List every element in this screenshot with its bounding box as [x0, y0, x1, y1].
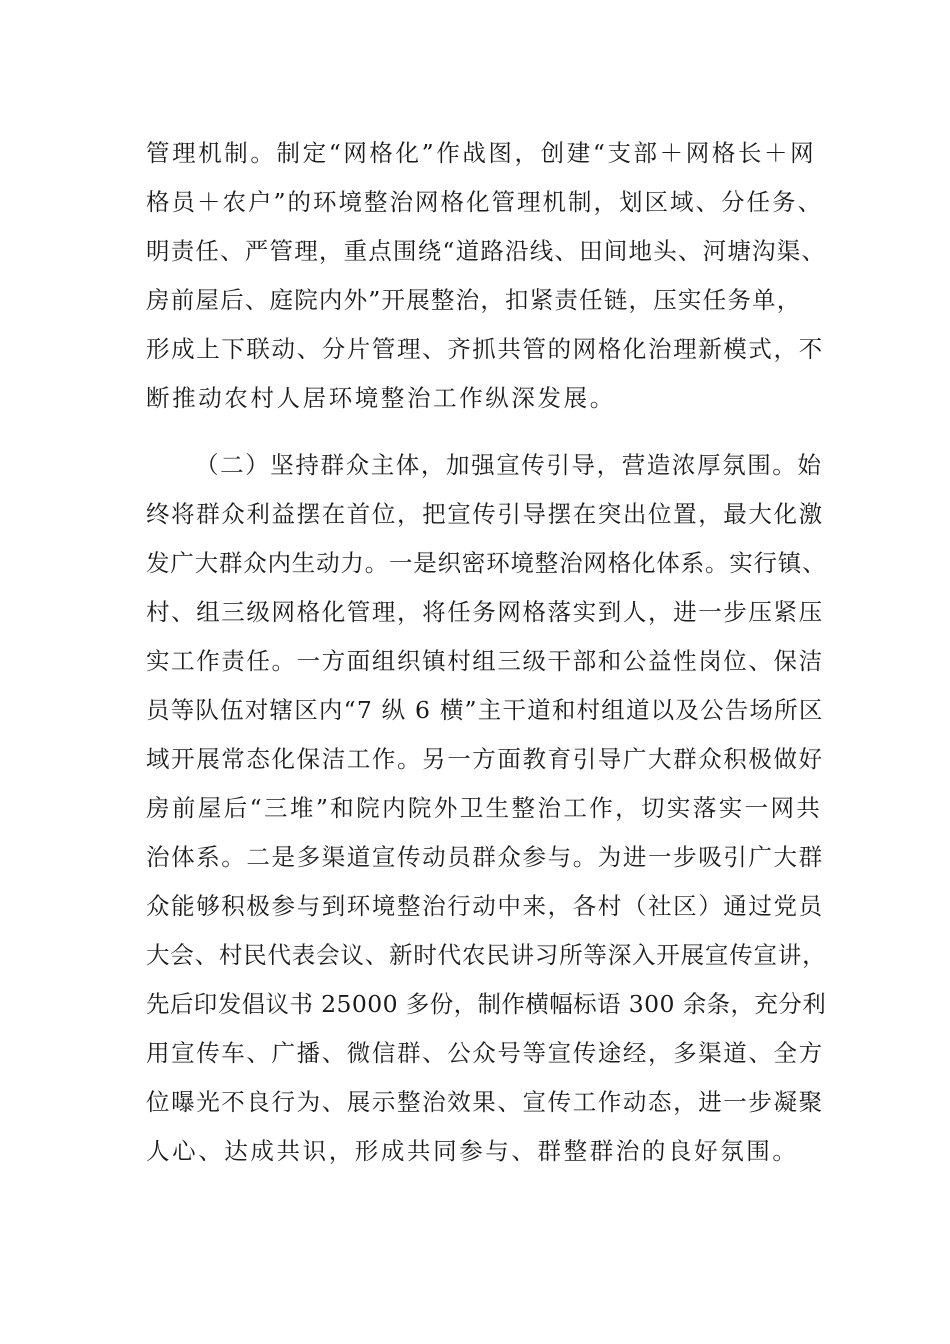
text-line: 域开展常态化保洁工作。另一方面教育引导广大群众积极做好	[146, 745, 824, 773]
text-line: 村、组三级网格化管理，将任务网格落实到人，进一步压紧压	[146, 598, 824, 626]
section-heading-line: （二）坚持群众主体，加强宣传引导，营造浓厚氛围。始	[195, 451, 823, 479]
text-line: 格员＋农户”的环境整治网格化管理机制，划区域、分任务、	[146, 188, 824, 216]
text-line: 先后印发倡议书 25000 多份，制作横幅标语 300 余条，充分利	[146, 990, 827, 1018]
text-line: 断推动农村人居环境整治工作纵深发展。	[146, 384, 616, 412]
text-line: 形成上下联动、分片管理、齐抓共管的网格化治理新模式，不	[146, 335, 824, 363]
text-line: 房前屋后、庭院内外”开展整治，扣紧责任链，压实任务单，	[146, 286, 802, 314]
text-line: 房前屋后“三堆”和院内院外卫生整治工作，切实落实一网共	[146, 794, 823, 822]
text-line: 用宣传车、广播、微信群、公众号等宣传途经，多渠道、全方	[146, 1039, 824, 1067]
text-line: 管理机制。制定“网格化”作战图，创建“支部＋网格长＋网	[146, 139, 817, 167]
text-line: 明责任、严管理，重点围绕“道路沿线、田间地头、河塘沟渠、	[146, 237, 827, 265]
text-line: 众能够积极参与到环境整治行动中来，各村（社区）通过党员	[146, 892, 824, 920]
text-line: 治体系。二是多渠道宣传动员群众参与。为进一步吸引广大群	[146, 843, 824, 871]
text-line: 位曝光不良行为、展示整治效果、宣传工作动态，进一步凝聚	[146, 1088, 824, 1116]
text-line: 大会、村民代表会议、新时代农民讲习所等深入开展宣传宣讲，	[146, 941, 827, 969]
text-line: 终将群众利益摆在首位，把宣传引导摆在突出位置，最大化激	[146, 500, 824, 528]
text-line: 发广大群众内生动力。一是织密环境整治网格化体系。实行镇、	[146, 549, 827, 577]
text-line: 实工作责任。一方面组织镇村组三级干部和公益性岗位、保洁	[146, 647, 824, 675]
text-line: 员等队伍对辖区内“7 纵 6 横”主干道和村组道以及公告场所区	[146, 696, 824, 724]
text-line: 人心、达成共识，形成共同参与、群整群治的良好氛围。	[146, 1137, 799, 1165]
